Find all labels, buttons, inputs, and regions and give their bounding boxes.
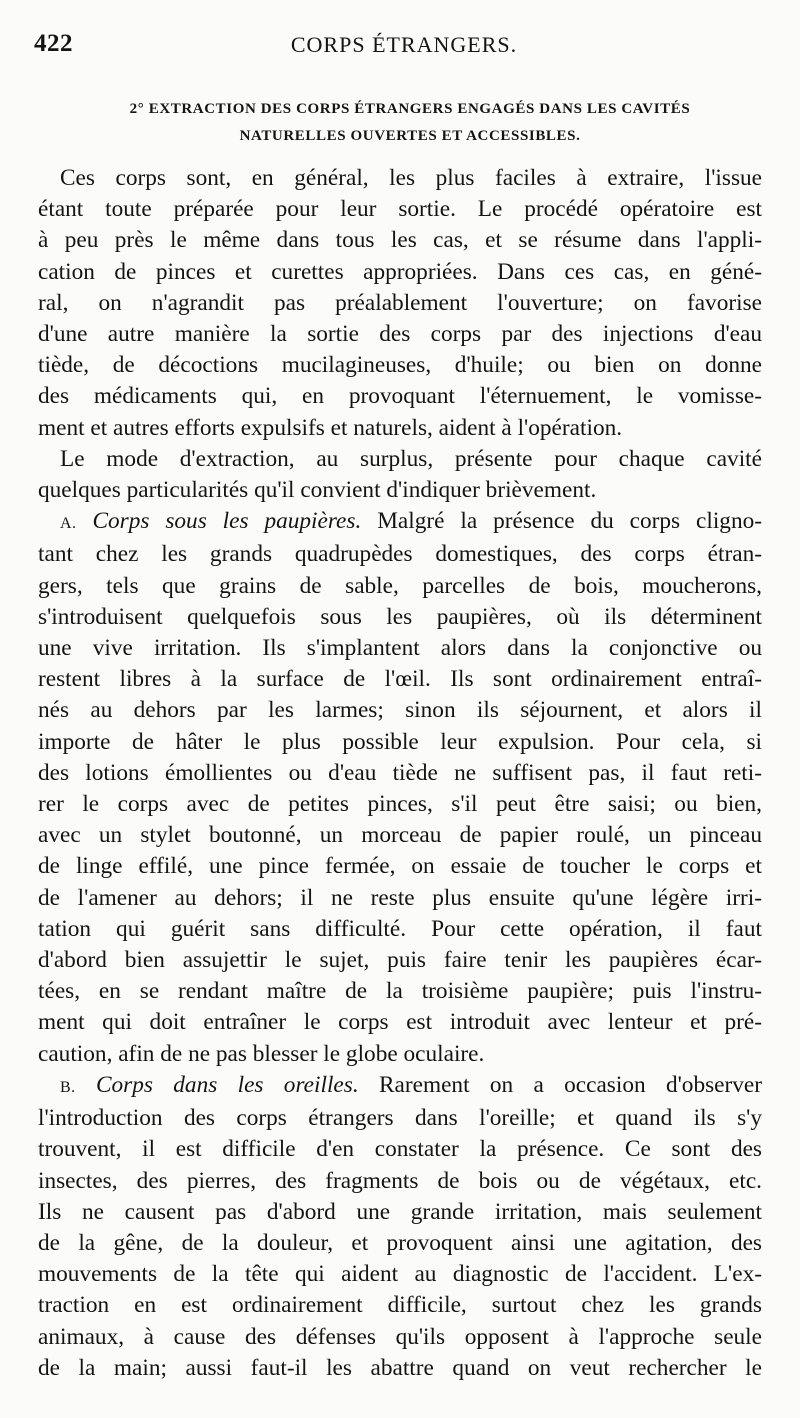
- text-line: l'introduction des corps étrangers dans l'oreille; et quand ils s'y: [38, 1105, 762, 1132]
- section-b-title: Corps dans les oreilles.: [96, 1071, 359, 1098]
- text-line: d'abord bien assujettir le sujet, puis faire tenir les paupières écar-: [38, 947, 762, 974]
- section-heading-line: NATURELLES OUVERTES ET ACCESSIBLES.: [239, 128, 581, 144]
- text-line: à peu près le même dans tous les cas, et se résume dans l'appli-: [38, 227, 762, 254]
- section-b-marker: B.: [60, 1078, 76, 1096]
- section-a-marker: A.: [60, 515, 77, 533]
- page-header: [34, 30, 774, 64]
- section-b-first-line-rest: Rarement on a occasion d'observer: [378, 1071, 763, 1098]
- text-line: d'une autre manière la sortie des corps par des injections d'eau: [38, 321, 762, 348]
- text-line: rer le corps avec de petites pinces, s'il peut être saisi; ou bien,: [38, 791, 762, 818]
- text-line: trouvent, il est difficile d'en constater la présence. Ce sont des: [38, 1136, 762, 1163]
- text-line: nés au dehors par les larmes; sinon ils séjournent, et alors il: [38, 697, 762, 724]
- text-line: insectes, des pierres, des fragments de bois ou de végétaux, etc.: [38, 1167, 762, 1194]
- text-line: quelques particularités qu'il convient d'indiquer brièvement.: [38, 477, 597, 504]
- text-line: ment qui doit entraîner le corps est introduit avec lenteur et pré-: [38, 1009, 762, 1036]
- text-line: ral, on n'agrandit pas préalablement l'ouverture; on favorise: [38, 289, 762, 316]
- body-text: [38, 163, 762, 1384]
- text-line: mouvements de la tête qui aident au diagnostic de l'accident. L'ex-: [38, 1261, 762, 1288]
- text-line: des médicaments qui, en provoquant l'éternuement, le vomisse-: [38, 383, 762, 410]
- text-line: gers, tels que grains de sable, parcelles de bois, moucherons,: [38, 572, 762, 599]
- text-line: s'introduisent quelquefois sous les paupières, où ils déterminent: [38, 603, 762, 630]
- running-title: CORPS ÉTRANGERS.: [290, 32, 518, 57]
- text-line: une vive irritation. Ils s'implantent alors dans la conjonctive ou: [38, 635, 762, 662]
- text-line: de linge effilé, une pince fermée, on essaie de toucher le corps et: [38, 853, 762, 880]
- section-a-title: Corps sous les paupières.: [92, 508, 362, 535]
- page-number: 422: [34, 30, 73, 57]
- text-line: des lotions émollientes ou d'eau tiède ne suffisent pas, il faut reti-: [38, 759, 762, 786]
- text-line: restent libres à la surface de l'œil. Ils sont ordinairement entraî-: [38, 666, 762, 693]
- text-line: Ces corps sont, en général, les plus faciles à extraire, l'issue: [60, 165, 762, 191]
- text-line: étant toute préparée pour leur sortie. Le procédé opératoire est: [38, 196, 762, 223]
- section-a-first-line: [38, 506, 762, 539]
- text-line: de la gêne, de la douleur, et provoquent ainsi une agitation, des: [38, 1229, 762, 1256]
- text-line: importe de hâter le plus possible leur expulsion. Pour cela, si: [38, 728, 762, 755]
- section-a-first-line-rest: Malgré la présence du corps cligno-: [377, 508, 762, 535]
- text-line: avec un stylet boutonné, un morceau de papier roulé, un pinceau: [38, 822, 762, 849]
- section-b-first-line: [38, 1070, 762, 1103]
- text-line: Le mode d'extraction, au surplus, présente pour chaque cavité: [60, 445, 762, 472]
- text-line: de la main; aussi faut-il les abattre quand on veut rechercher le: [38, 1354, 762, 1381]
- text-line: de l'amener au dehors; il ne reste plus ensuite qu'une légère irri-: [38, 884, 762, 911]
- text-line: ment et autres efforts expulsifs et naturels, aident à l'opération.: [38, 414, 623, 441]
- text-line: animaux, à cause des défenses qu'ils opposent à l'approche seule: [38, 1323, 762, 1350]
- text-line: Ils ne causent pas d'abord une grande irritation, mais seulement: [38, 1198, 762, 1225]
- text-line: tant chez les grands quadrupèdes domestiques, des corps étran-: [38, 541, 762, 568]
- text-line: tées, en se rendant maître de la troisième paupière; puis l'instru-: [38, 978, 762, 1005]
- text-line: tation qui guérit sans difficulté. Pour cette opération, il faut: [38, 915, 762, 942]
- section-heading-line: 2° EXTRACTION DES CORPS ÉTRANGERS ENGAGÉS DANS LES CAVITÉS: [129, 101, 691, 117]
- section-heading: [60, 96, 760, 150]
- text-line: tiède, de décoctions mucilagineuses, d'huile; ou bien on donne: [38, 352, 762, 379]
- text-line: caution, afin de ne pas blesser le globe oculaire.: [38, 1040, 485, 1067]
- text-line: cation de pinces et curettes appropriées. Dans ces cas, en géné-: [38, 258, 762, 285]
- text-line: traction en est ordinairement difficile, surtout chez les grands: [38, 1292, 762, 1319]
